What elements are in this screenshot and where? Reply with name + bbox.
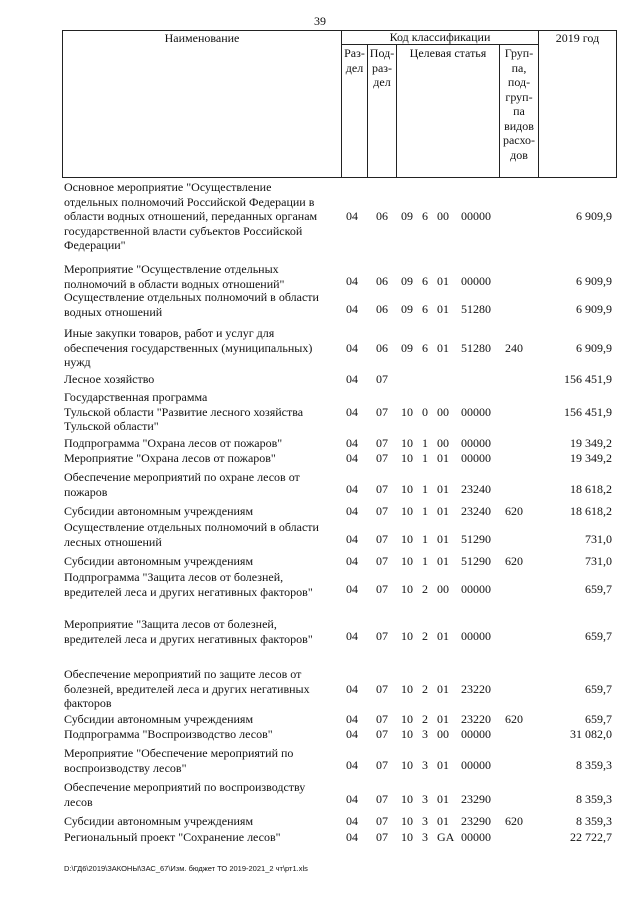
- row-name-line: Мероприятие "Охрана лесов от пожаров": [64, 451, 276, 465]
- cell-d: 23220: [461, 712, 491, 726]
- cell-rz: 04: [346, 830, 358, 844]
- cell-pr: 07: [376, 814, 388, 828]
- cell-b: 1: [422, 554, 428, 568]
- cell-amount: 6 909,9: [576, 341, 612, 356]
- group-line: расхо-: [502, 133, 536, 147]
- row-name: [64, 814, 340, 829]
- row-name: [64, 727, 340, 742]
- cell-d: 51290: [461, 531, 491, 546]
- cell-rz: 04: [346, 791, 358, 806]
- header-year-cell: [538, 30, 617, 178]
- row-name: [64, 180, 340, 253]
- cell-c: 01: [437, 531, 449, 546]
- cell-d: 23240: [461, 504, 491, 518]
- row-name-line: Мероприятие "Осуществление отдельных: [64, 262, 279, 276]
- cell-amount: 19 349,2: [570, 436, 612, 450]
- row-name-line: Иные закупки товаров, работ и услуг для: [64, 326, 275, 340]
- cell-amount: 659,7: [585, 682, 612, 697]
- cell-b: 2: [422, 581, 428, 596]
- cell-rz: 04: [346, 451, 358, 465]
- cell-b: 1: [422, 451, 428, 465]
- row-name-line: вредителей леса и других негативных факторов": [64, 631, 313, 646]
- row-name-line: Тульской области "Развитие лесного хозяйства: [64, 404, 304, 419]
- row-name-line: Обеспечение мероприятий по охране лесов от: [64, 470, 300, 484]
- cell-a: 10: [401, 581, 413, 596]
- group-line: па: [513, 104, 525, 118]
- cell-rz: 04: [346, 554, 358, 568]
- cell-c: 00: [437, 581, 449, 596]
- cell-c: 01: [437, 504, 449, 518]
- cell-a: 09: [401, 273, 413, 288]
- cell-c: 00: [437, 405, 449, 420]
- cell-d: 00000: [461, 273, 491, 288]
- cell-pr: 07: [376, 581, 388, 596]
- cell-pr: 07: [376, 554, 388, 568]
- table-header: [62, 30, 617, 178]
- cell-c: 01: [437, 757, 449, 772]
- row-name: [64, 504, 340, 519]
- cell-amount: 18 618,2: [570, 481, 612, 496]
- cell-c: 00: [437, 209, 449, 223]
- cell-amount: 19 349,2: [570, 451, 612, 465]
- row-name: [64, 570, 340, 599]
- cell-vr: 620: [505, 712, 523, 726]
- row-name-line: Основное мероприятие "Осуществление: [64, 180, 272, 194]
- row-name: [64, 390, 340, 434]
- row-name-line: Обеспечение мероприятий по защите лесов от: [64, 667, 302, 681]
- cell-c: 01: [437, 628, 449, 643]
- cell-a: 10: [401, 504, 413, 518]
- cell-a: 09: [401, 341, 413, 356]
- row-name-line: Мероприятие "Обеспечение мероприятий по: [64, 746, 294, 760]
- cell-c: 00: [437, 436, 449, 450]
- cell-a: 10: [401, 405, 413, 420]
- row-name: [64, 520, 340, 549]
- cell-rz: 04: [346, 209, 358, 223]
- cell-rz: 04: [346, 581, 358, 596]
- row-name-line: полномочий в области водных отношений": [64, 276, 285, 291]
- row-name: [64, 326, 340, 370]
- cell-a: 10: [401, 791, 413, 806]
- row-name: [64, 746, 340, 775]
- cell-amount: 156 451,9: [564, 372, 612, 386]
- cell-b: 3: [422, 791, 428, 806]
- cell-a: 09: [401, 301, 413, 316]
- cell-c: 01: [437, 682, 449, 697]
- cell-b: 6: [422, 301, 428, 316]
- cell-rz: 04: [346, 481, 358, 496]
- row-name: [64, 262, 340, 291]
- group-line: дов: [510, 147, 528, 162]
- cell-d: 00000: [461, 405, 491, 420]
- cell-b: 1: [422, 531, 428, 546]
- cell-rz: 04: [346, 814, 358, 828]
- row-name: [64, 554, 340, 569]
- header-classification: Код классификации: [389, 30, 491, 44]
- row-name-line: обеспечения государственных (муниципальных): [64, 340, 313, 355]
- razdel-line: дел: [345, 60, 364, 75]
- cell-pr: 07: [376, 830, 388, 844]
- row-name: [64, 372, 340, 387]
- cell-d: 23290: [461, 791, 491, 806]
- cell-a: 10: [401, 830, 413, 844]
- row-name-line: Мероприятие "Защита лесов от болезней,: [64, 617, 277, 631]
- row-name-line: лесных отношений: [64, 534, 162, 549]
- cell-c: 00: [437, 727, 449, 741]
- cell-rz: 04: [346, 682, 358, 697]
- cell-b: 3: [422, 814, 428, 828]
- cell-a: 10: [401, 531, 413, 546]
- cell-pr: 06: [376, 273, 388, 288]
- cell-pr: 07: [376, 504, 388, 518]
- cell-b: 1: [422, 481, 428, 496]
- cell-b: 2: [422, 712, 428, 726]
- cell-vr: 620: [505, 814, 523, 828]
- cell-rz: 04: [346, 372, 358, 386]
- group-line: под-: [507, 75, 531, 89]
- cell-a: 10: [401, 682, 413, 697]
- row-name-line: Субсидии автономным учреждениям: [64, 712, 254, 726]
- row-name-line: водных отношений: [64, 304, 163, 319]
- razdel-line: Раз-: [344, 46, 365, 60]
- cell-amount: 156 451,9: [564, 405, 612, 420]
- cell-a: 10: [401, 814, 413, 828]
- cell-d: 23220: [461, 682, 491, 697]
- cell-b: 6: [422, 273, 428, 288]
- cell-amount: 731,0: [585, 554, 612, 568]
- podrazdel-line: Под-: [369, 46, 395, 60]
- header-target: Целевая статья: [409, 46, 487, 60]
- row-name: [64, 780, 340, 809]
- group-line: видов: [504, 118, 534, 133]
- cell-amount: 6 909,9: [576, 273, 612, 288]
- cell-d: 00000: [461, 451, 491, 465]
- cell-b: 1: [422, 504, 428, 518]
- header-target-cell: [396, 44, 500, 178]
- row-name-line: болезней, вредителей леса и других негативных: [64, 681, 310, 696]
- file-path-footer: D:\ГД6\2019\ЗАКОНЫ\ЗАС_67\Изм. бюджет ТО 2019-2021_2 чт\рт1.xls: [64, 864, 308, 873]
- cell-vr: 240: [505, 341, 523, 356]
- cell-amount: 22 722,7: [570, 830, 612, 844]
- cell-rz: 04: [346, 504, 358, 518]
- cell-amount: 31 082,0: [570, 727, 612, 741]
- row-name-line: Подпрограмма "Охрана лесов от пожаров": [64, 436, 283, 450]
- cell-rz: 04: [346, 628, 358, 643]
- cell-pr: 07: [376, 757, 388, 772]
- cell-c: 01: [437, 481, 449, 496]
- row-name-line: Государственная программа: [64, 390, 208, 404]
- cell-b: 3: [422, 830, 428, 844]
- cell-a: 10: [401, 481, 413, 496]
- row-name-line: факторов: [64, 696, 112, 710]
- cell-amount: 659,7: [585, 581, 612, 596]
- cell-b: 2: [422, 628, 428, 643]
- cell-a: 10: [401, 436, 413, 450]
- cell-rz: 04: [346, 757, 358, 772]
- row-name-line: Осуществление отдельных полномочий в области: [64, 290, 319, 304]
- cell-pr: 07: [376, 372, 388, 386]
- row-name-line: воспроизводству лесов": [64, 760, 187, 775]
- cell-amount: 8 359,3: [576, 757, 612, 772]
- header-podrazdel: [367, 46, 397, 90]
- cell-amount: 659,7: [585, 712, 612, 726]
- cell-c: 01: [437, 554, 449, 568]
- row-name-line: Субсидии автономным учреждениям: [64, 814, 254, 828]
- group-line: груп-: [505, 89, 533, 104]
- row-name-line: Подпрограмма "Воспроизводство лесов": [64, 727, 273, 741]
- row-name-line: лесов: [64, 794, 93, 809]
- cell-b: 0: [422, 405, 428, 420]
- cell-c: 01: [437, 301, 449, 316]
- cell-b: 3: [422, 727, 428, 741]
- cell-d: 51280: [461, 301, 491, 316]
- cell-pr: 07: [376, 405, 388, 420]
- cell-a: 10: [401, 757, 413, 772]
- cell-c: GA: [437, 830, 455, 844]
- row-name: [64, 667, 340, 711]
- cell-a: 10: [401, 554, 413, 568]
- cell-c: 01: [437, 712, 449, 726]
- cell-d: 51280: [461, 341, 491, 356]
- row-name-line: вредителей леса и других негативных факторов": [64, 584, 313, 599]
- row-name-line: Обеспечение мероприятий по воспроизводству: [64, 780, 306, 794]
- cell-c: 01: [437, 814, 449, 828]
- header-name: Наименование: [164, 31, 240, 45]
- row-name-line: государственной власти субъектов Российской: [64, 223, 303, 238]
- cell-d: 00000: [461, 727, 491, 741]
- cell-rz: 04: [346, 531, 358, 546]
- group-line: па,: [511, 60, 527, 75]
- row-name: [64, 436, 340, 451]
- cell-b: 6: [422, 209, 428, 223]
- cell-amount: 659,7: [585, 628, 612, 643]
- cell-d: 00000: [461, 830, 491, 844]
- row-name: [64, 712, 340, 727]
- cell-b: 6: [422, 341, 428, 356]
- page-number: 39: [314, 14, 326, 28]
- cell-amount: 18 618,2: [570, 504, 612, 518]
- cell-pr: 07: [376, 531, 388, 546]
- cell-d: 00000: [461, 209, 491, 223]
- cell-d: 23240: [461, 481, 491, 496]
- cell-pr: 06: [376, 209, 388, 223]
- cell-a: 09: [401, 209, 413, 223]
- cell-rz: 04: [346, 436, 358, 450]
- cell-vr: 620: [505, 554, 523, 568]
- cell-b: 1: [422, 436, 428, 450]
- cell-pr: 07: [376, 791, 388, 806]
- row-name-line: нужд: [64, 355, 91, 369]
- cell-pr: 06: [376, 301, 388, 316]
- cell-b: 3: [422, 757, 428, 772]
- cell-pr: 07: [376, 451, 388, 465]
- cell-amount: 6 909,9: [576, 301, 612, 316]
- row-name-line: Подпрограмма "Защита лесов от болезней,: [64, 570, 284, 584]
- row-name: [64, 830, 340, 845]
- cell-rz: 04: [346, 341, 358, 356]
- cell-a: 10: [401, 712, 413, 726]
- cell-rz: 04: [346, 727, 358, 741]
- cell-pr: 07: [376, 436, 388, 450]
- cell-amount: 731,0: [585, 531, 612, 546]
- cell-a: 10: [401, 628, 413, 643]
- row-name-line: Осуществление отдельных полномочий в области: [64, 520, 319, 534]
- cell-a: 10: [401, 727, 413, 741]
- row-name-line: Субсидии автономным учреждениям: [64, 504, 254, 518]
- cell-d: 00000: [461, 757, 491, 772]
- row-name-line: Лесное хозяйство: [64, 372, 155, 386]
- cell-amount: 8 359,3: [576, 814, 612, 828]
- cell-pr: 07: [376, 628, 388, 643]
- row-name: [64, 617, 340, 646]
- cell-d: 00000: [461, 436, 491, 450]
- cell-pr: 07: [376, 712, 388, 726]
- cell-c: 01: [437, 273, 449, 288]
- podrazdel-line: раз-: [371, 60, 393, 75]
- cell-amount: 6 909,9: [576, 209, 612, 223]
- cell-d: 00000: [461, 628, 491, 643]
- cell-rz: 04: [346, 712, 358, 726]
- row-name-line: области водных отношений, переданных органам: [64, 209, 318, 223]
- header-razdel: [341, 46, 368, 75]
- cell-vr: 620: [505, 504, 523, 518]
- cell-d: 51290: [461, 554, 491, 568]
- row-name: [64, 451, 340, 466]
- cell-amount: 8 359,3: [576, 791, 612, 806]
- cell-pr: 07: [376, 727, 388, 741]
- cell-rz: 04: [346, 301, 358, 316]
- header-name-cell: [62, 30, 342, 178]
- cell-pr: 07: [376, 481, 388, 496]
- cell-pr: 06: [376, 341, 388, 356]
- row-name-line: Региональный проект "Сохранение лесов": [64, 830, 281, 844]
- header-group: [499, 46, 539, 162]
- cell-d: 00000: [461, 581, 491, 596]
- row-name-line: Тульской области": [64, 419, 159, 433]
- cell-rz: 04: [346, 405, 358, 420]
- group-line: Груп-: [504, 46, 534, 60]
- cell-c: 01: [437, 791, 449, 806]
- row-name-line: отдельных полномочий Российской Федерации в: [64, 194, 315, 209]
- row-name-line: Субсидии автономным учреждениям: [64, 554, 254, 568]
- cell-c: 01: [437, 341, 449, 356]
- row-name-line: Федерации": [64, 238, 126, 252]
- header-year: 2019 год: [555, 31, 600, 45]
- cell-b: 2: [422, 682, 428, 697]
- cell-c: 01: [437, 451, 449, 465]
- row-name: [64, 290, 340, 319]
- cell-rz: 04: [346, 273, 358, 288]
- podrazdel-line: дел: [373, 75, 391, 89]
- row-name: [64, 470, 340, 499]
- cell-d: 23290: [461, 814, 491, 828]
- cell-pr: 07: [376, 682, 388, 697]
- row-name-line: пожаров: [64, 484, 108, 499]
- cell-a: 10: [401, 451, 413, 465]
